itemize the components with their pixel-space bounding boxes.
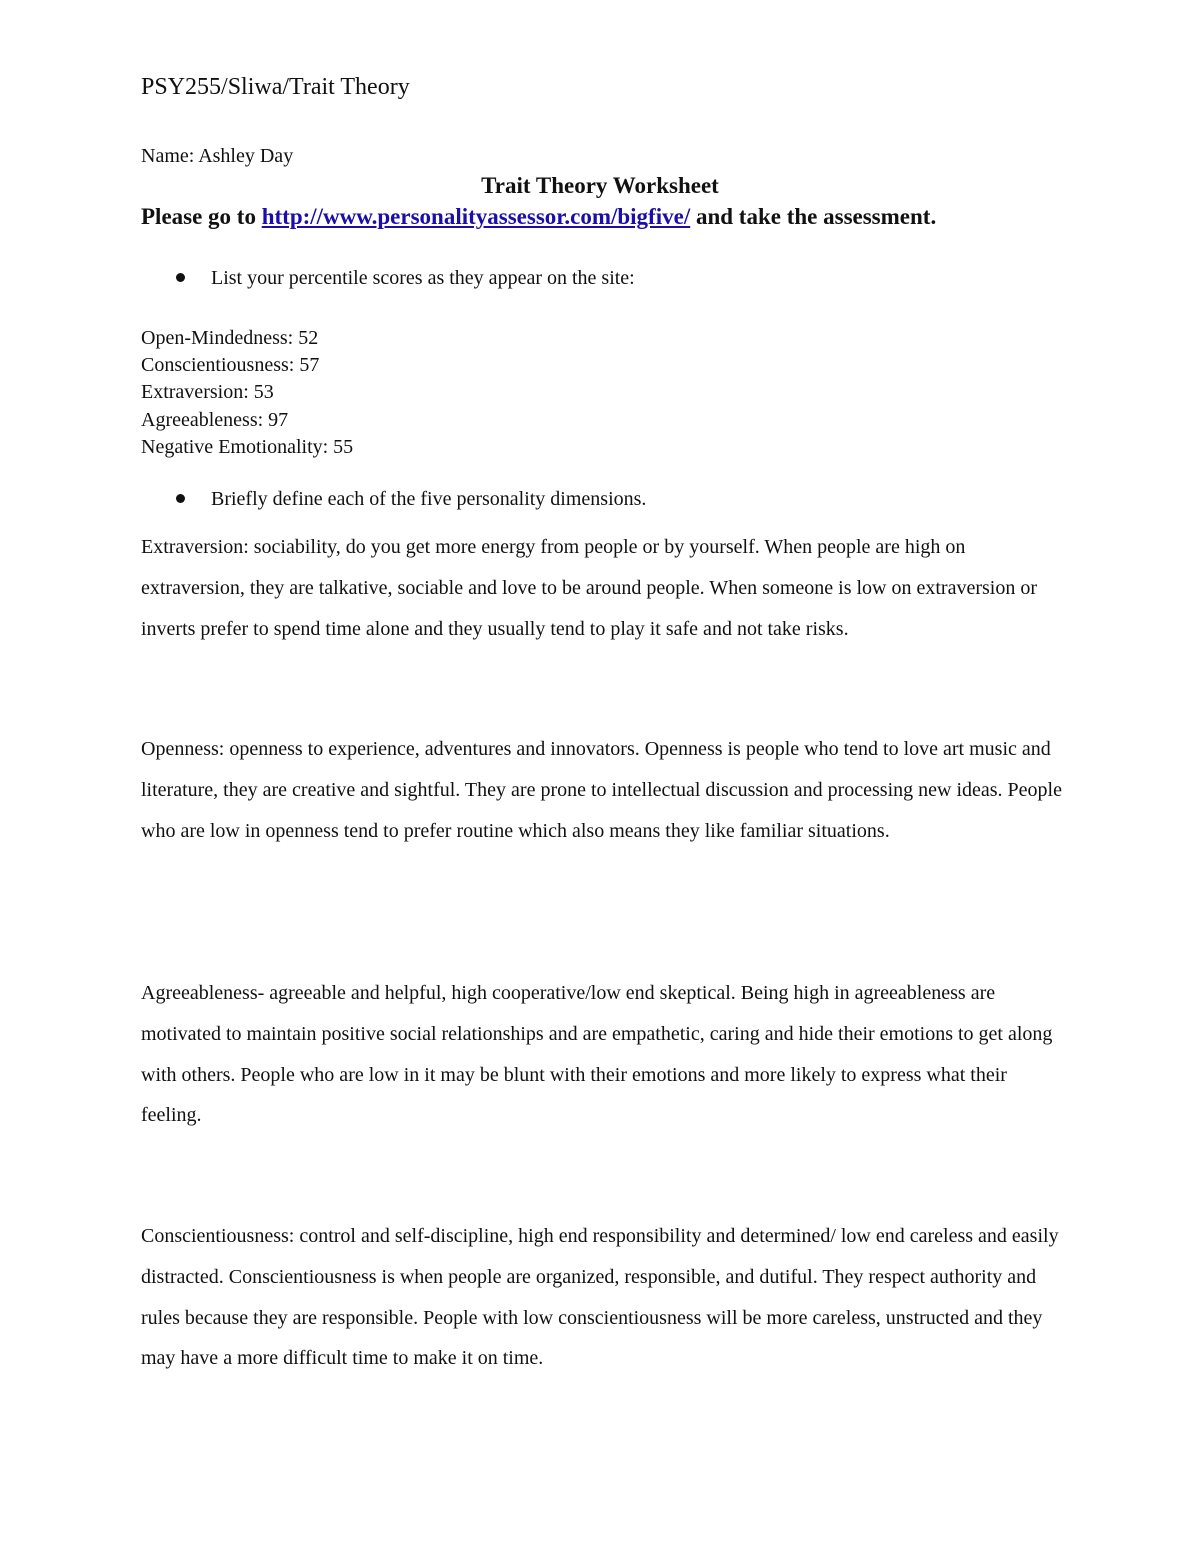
- worksheet-title: Trait Theory Worksheet: [481, 173, 719, 198]
- bullet-dot-icon: [176, 494, 185, 503]
- score-agreeableness: Agreeableness: 97: [141, 408, 289, 431]
- bullet-text: List your percentile scores as they appear on the site:: [211, 267, 635, 289]
- score-negative-emotionality: Negative Emotionality: 55: [141, 435, 354, 458]
- paragraph-conscientiousness: Conscientiousness: control and self-discipline, high end responsibility and determined/ low end careless and easily distracted. Conscientiousness is when people are organized, responsible, and dutiful. They respect authority and rules because they are responsible. People with low conscientiousness will be more careless, unstructed and they may have a more difficult time to make it on time.: [141, 1225, 1059, 1370]
- score-extraversion: Extraversion: 53: [141, 381, 274, 404]
- score-open-mindedness: Open-Mindedness: 52: [141, 327, 319, 349]
- instruction-suffix: and take the assessment.: [690, 204, 937, 229]
- instruction-prefix: Please go to: [141, 204, 262, 229]
- bullet-text: Briefly define each of the five personality dimensions.: [211, 488, 647, 510]
- student-name: Name: Ashley Day: [141, 145, 294, 167]
- paragraph-agreeableness: Agreeableness- agreeable and helpful, high cooperative/low end skeptical. Being high in agreeableness are motivated to maintain positive social relationships and are empathetic, caring and hide their emotions to get along with others. People who are low in it may be blunt with their emotions and more likely to express what their feeling.: [141, 982, 1053, 1127]
- assessment-link[interactable]: http://www.personalityassessor.com/bigfive/: [261, 204, 691, 229]
- score-list: [141, 325, 353, 461]
- bullet-dot-icon: [176, 273, 185, 282]
- paragraph-extraversion: Extraversion: sociability, do you get more energy from people or by yourself. When people are high on extraversion, they are talkative, sociable and love to be around people. When someone is low on extraversion or inverts prefer to spend time alone and they usually tend to play it safe and not take risks.: [141, 536, 1038, 640]
- score-conscientiousness: Conscientiousness: 57: [141, 354, 320, 377]
- paragraph-openness: Openness: openness to experience, adventures and innovators. Openness is people who tend to love art music and literature, they are creative and sightful. They are prone to intellectual discussion and processing new ideas. People who are low in openness tend to prefer routine which also means they like familiar situations.: [141, 738, 1062, 842]
- bullet-item-definitions: [176, 486, 646, 512]
- bullet-item-scores: [176, 265, 635, 291]
- course-header: PSY255/Sliwa/Trait Theory: [141, 74, 410, 100]
- assessment-instruction: [141, 202, 961, 232]
